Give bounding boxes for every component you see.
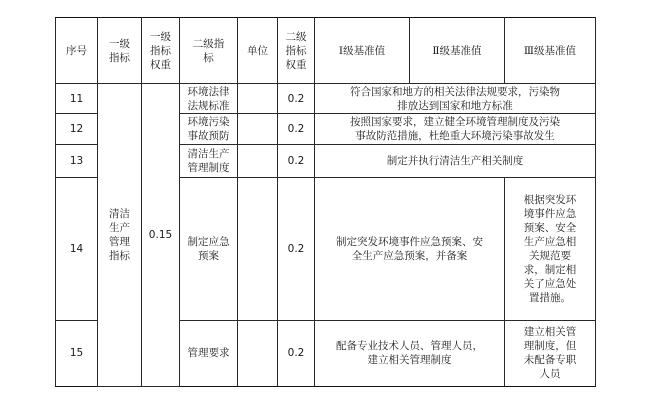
level2-indicator: 管理要求 bbox=[180, 320, 238, 386]
baseline-merged: 制定并执行清洁生产相关制度 bbox=[315, 145, 596, 177]
level2-weight: 0.2 bbox=[278, 177, 315, 320]
level2-weight: 0.2 bbox=[278, 84, 315, 114]
header-grade3: Ⅲ级基准值 bbox=[505, 18, 596, 84]
row-seq: 15 bbox=[56, 320, 98, 386]
baseline-grade1-2: 配备专业技术人员、管理人员， 建立相关管理制度 bbox=[315, 320, 505, 386]
header-level2: 二级指 标 bbox=[180, 18, 238, 84]
baseline-merged: 按照国家要求，建立健全环境管理制度及污染 事故防范措施，杜绝重大环境污染事故发生 bbox=[315, 114, 596, 145]
baseline-grade1-2: 制定突发环境事件应急预案、安 全生产应急预案，并备案 bbox=[315, 177, 505, 320]
baseline-grade3: 建立相关管 理制度，但 未配备专职 人员 bbox=[505, 320, 596, 386]
unit-cell bbox=[238, 177, 278, 320]
level2-indicator: 制定应急 预案 bbox=[180, 177, 238, 320]
header-level2-weight: 二级 指标 权重 bbox=[278, 18, 315, 84]
row-seq: 13 bbox=[56, 145, 98, 177]
header-unit: 单位 bbox=[238, 18, 278, 84]
row-seq: 12 bbox=[56, 114, 98, 145]
level1-indicator: 清洁 生产 管理 指标 bbox=[98, 84, 142, 387]
level2-indicator: 环境法律 法规标准 bbox=[180, 84, 238, 114]
level1-weight: 0.15 bbox=[142, 84, 180, 387]
table-row bbox=[56, 84, 596, 114]
header-level1-weight: 一级 指标 权重 bbox=[142, 18, 180, 84]
baseline-grade3: 根据突发环 境事件应急 预案、安全 生产应急相 关规范要 求，制定相 关了应急处 置措施。 bbox=[505, 177, 596, 320]
unit-cell bbox=[238, 320, 278, 386]
row-seq: 11 bbox=[56, 84, 98, 114]
level2-weight: 0.2 bbox=[278, 320, 315, 386]
header-level1: 一级 指标 bbox=[98, 18, 142, 84]
unit-cell bbox=[238, 145, 278, 177]
level2-weight: 0.2 bbox=[278, 145, 315, 177]
header-grade1: Ⅰ级基准值 bbox=[315, 18, 410, 84]
unit-cell bbox=[238, 114, 278, 145]
baseline-merged: 符合国家和地方的相关法律法规要求，污染物 排放达到国家和地方标准 bbox=[315, 84, 596, 114]
unit-cell bbox=[238, 84, 278, 114]
level2-indicator: 清洁生产 管理制度 bbox=[180, 145, 238, 177]
standards-table bbox=[55, 17, 596, 387]
header-seq: 序号 bbox=[56, 18, 98, 84]
row-seq: 14 bbox=[56, 177, 98, 320]
header-row bbox=[56, 18, 596, 84]
header-grade2: Ⅱ级基准值 bbox=[410, 18, 505, 84]
level2-weight: 0.2 bbox=[278, 114, 315, 145]
level2-indicator: 环境污染 事故预防 bbox=[180, 114, 238, 145]
